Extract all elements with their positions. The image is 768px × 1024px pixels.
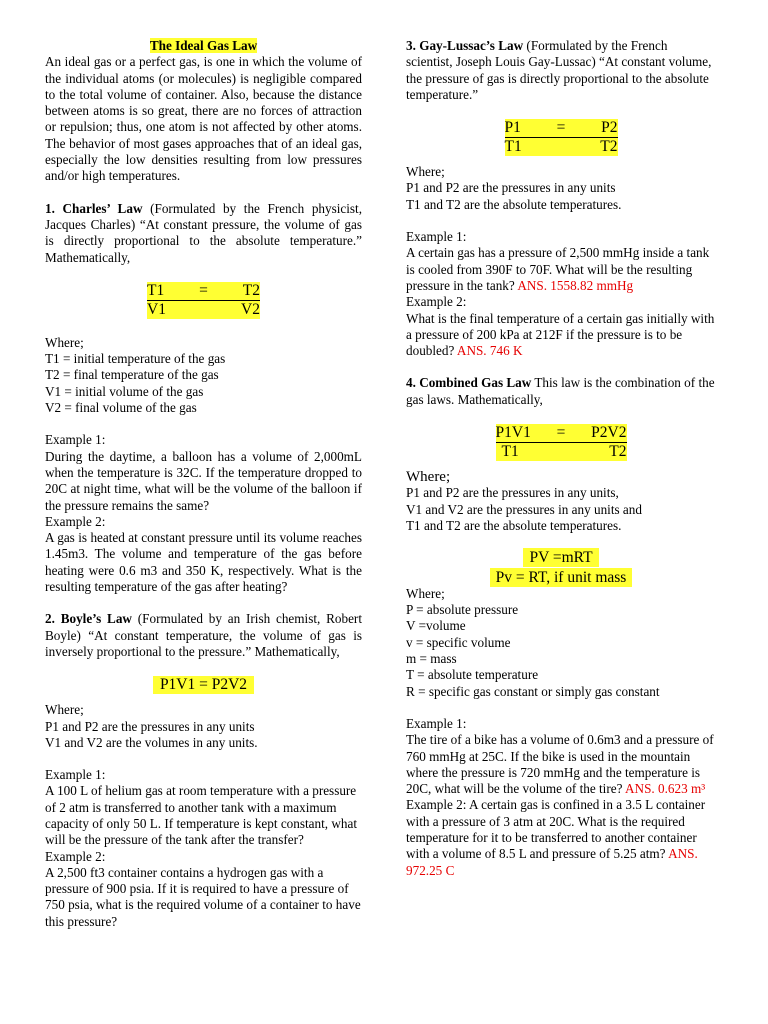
definition-line: V2 = final volume of the gas (45, 400, 197, 416)
eq-term: V1 (147, 300, 166, 318)
answer-text: ANS. 0.623 m³ (625, 781, 706, 797)
where-label: Where; (45, 334, 84, 350)
definition-line: T1 and T2 are the absolute temperatures. (406, 517, 622, 533)
eq-operator: = (539, 424, 583, 443)
example-text: A gas is heated at constant pressure until its volume reaches 1.45m3. The volume and temperature of the gas before heating were 0.6 m3 and 350 K, respectively. What is the resulting temperature of the gas after heating? (45, 530, 362, 595)
eq-term: T1 (147, 282, 185, 301)
definition-line: T2 = final temperature of the gas (45, 367, 219, 383)
ideal-gas-unit-mass-equation: Pv = RT, if unit mass (490, 568, 633, 587)
combined-gas-law-equation (496, 424, 627, 461)
boyles-law-heading: 2. Boyle’s Law (45, 611, 132, 627)
charles-law-heading: 1. Charles’ Law (45, 200, 143, 216)
eq-term: V2 (241, 300, 260, 318)
definition-line: P1 and P2 are the pressures in any units, (406, 485, 619, 501)
boyles-law-paragraph: 2. Boyle’s Law (Formulated by an Irish chemist, Robert Boyle) “At constant temperature, the volume of gas is inversely proportional to the pressure.” Mathematically, (45, 611, 362, 659)
definition-line: V1 = initial volume of the gas (45, 383, 204, 399)
eq-term: P2V2 (583, 424, 627, 443)
definition-line: P1 and P2 are the pressures in any units (406, 180, 616, 196)
eq-term: P2 (580, 119, 618, 138)
example-text: A 100 L of helium gas at room temperature with a pressure of 2 atm is transferred to another tank with a maximum capacity of only 50 L. If temperature is kept constant, what will be the pressure of the tank after the transfer? (45, 783, 357, 848)
example-label: Example 1: (406, 229, 467, 245)
right-column (406, 38, 716, 879)
definition-line: V =volume (406, 618, 466, 634)
gay-lussac-law-heading: 3. Gay-Lussac’s Law (406, 38, 524, 53)
example-text: A certain gas has a pressure of 2,500 mmHg inside a tank is cooled from 390F to 70F. What will be the resulting pressure in the tank? ANS. 1558.82 mmHg (406, 245, 710, 293)
ideal-gas-equation: PV =mRT (523, 548, 598, 567)
definition-line: T1 and T2 are the absolute temperatures. (406, 196, 622, 212)
eq-operator: = (542, 119, 580, 138)
combined-gas-law-heading: 4. Combined Gas Law (406, 375, 532, 391)
example-label: Example 1: (45, 432, 106, 448)
gay-lussac-law-paragraph: 3. Gay-Lussac’s Law (Formulated by the French scientist, Joseph Louis Gay-Lussac) “At constant volume, the pressure of gas is directly proportional to the absolute temperature.” (406, 38, 712, 102)
example-text: A 2,500 ft3 container contains a hydrogen gas with a pressure of 900 psia. If it is required to have a pressure of 750 psia, what is the required volume of a container to have this pressure? (45, 864, 361, 929)
charles-law-equation (147, 282, 260, 319)
example-label: Example 1: (45, 767, 106, 783)
definition-line: R = specific gas constant or simply gas constant (406, 683, 660, 699)
definition-line: P1 and P2 are the pressures in any units (45, 718, 255, 734)
example-label: Example 2: (406, 294, 467, 310)
eq-term: T2 (600, 138, 618, 156)
definition-line: m = mass (406, 651, 457, 667)
eq-operator: = (185, 282, 223, 301)
ideal-gas-equations (406, 550, 716, 586)
eq-term: T1 (504, 138, 522, 156)
example-text: During the daytime, a balloon has a volume of 2,000mL when the temperature is 32C. If the temperature dropped to 20C at night time, what will be the volume of the balloon if the pressure remains the same? (45, 448, 362, 513)
example-label: Example 1: (406, 715, 467, 731)
where-label: Where; (406, 585, 445, 601)
page-title: The Ideal Gas Law (149, 38, 258, 53)
combined-gas-law-paragraph: 4. Combined Gas Law This law is the combination of the gas laws. Mathematically, (406, 375, 715, 407)
definition-line: T1 = initial temperature of the gas (45, 351, 226, 367)
answer-text: ANS. 972.25 C (406, 846, 698, 878)
intro-paragraph: An ideal gas or a perfect gas, is one in which the volume of the individual atoms (or molecules) is negligible compared to the total volume of container. Also, because the distance between atoms is so great, there are no forces of attraction or repulsion; thus, one atom is not affected by other atoms. The behavior of most gases approaches that of an ideal gas, especially the low densities resulting from low pressures and/or high temperatures. (45, 54, 362, 184)
boyles-law-equation: P1V1 = P2V2 (153, 676, 254, 694)
example-label: Example 2: (45, 848, 106, 864)
where-label: Where; (45, 702, 84, 718)
where-label: Where; (406, 469, 451, 486)
definition-line: T = absolute temperature (406, 667, 539, 683)
example-text: What is the final temperature of a certain gas initially with a pressure of 200 kPa at 212F if the pressure is to be doubled? ANS. 746 K (406, 310, 715, 359)
answer-text: ANS. 1558.82 mmHg (517, 277, 634, 293)
definition-line: P = absolute pressure (406, 602, 519, 618)
definition-line: V1 and V2 are the pressures in any units and (406, 501, 642, 517)
definition-line: V1 and V2 are the volumes in any units. (45, 734, 258, 750)
eq-term: T1 (501, 443, 519, 461)
example-text: Example 2: A certain gas is confined in a 3.5 L container with a pressure of 3 atm at 20C. What is the required temperature for it to be transferred to another container with a volume of 8.5 L and pressure of 5.25 atm? ANS. 972.25 C (406, 797, 706, 878)
eq-term: P1 (505, 119, 543, 138)
where-label: Where; (406, 164, 445, 180)
example-label: Example 2: (45, 513, 106, 529)
answer-text: ANS. 746 K (456, 343, 523, 359)
left-column (45, 38, 362, 930)
eq-term: T2 (609, 443, 627, 461)
eq-term: T2 (222, 282, 260, 301)
charles-law-paragraph: 1. Charles’ Law (Formulated by the French physicist, Jacques Charles) “At constant pressure, the volume of gas is directly proportional to the absolute temperature.” Mathematically, (45, 200, 363, 265)
gay-lussac-law-equation (505, 119, 618, 156)
eq-term: P1V1 (496, 424, 540, 443)
example-text: The tire of a bike has a volume of 0.6m3 and a pressure of 760 mmHg at 25C. If the bike is used in the mountain where the pressure is 720 mmHg and the temperature is 20C, what will be the volume of the tire? ANS. 0.623 m³ (406, 732, 714, 797)
definition-line: v = specific volume (406, 634, 511, 650)
